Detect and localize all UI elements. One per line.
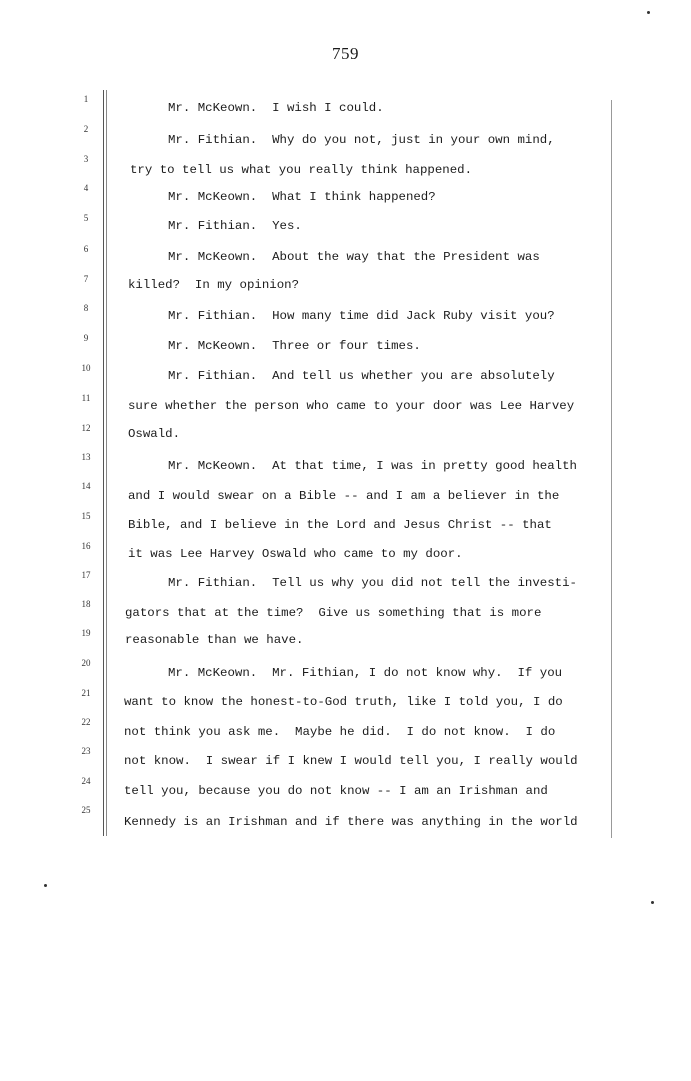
line-number: 21 (81, 688, 91, 698)
transcript-line: Mr. Fithian. Why do you not, just in your own mind, (168, 133, 555, 147)
line-number: 4 (83, 183, 89, 193)
transcript-line: Mr. McKeown. At that time, I was in pretty good health (168, 459, 577, 473)
line-number: 11 (81, 393, 91, 403)
line-number: 1 (83, 94, 89, 104)
transcript-line: try to tell us what you really think happened. (130, 163, 473, 177)
transcript-line: Mr. Fithian. How many time did Jack Ruby visit you? (168, 309, 555, 323)
line-number: 7 (83, 274, 89, 284)
line-number: 8 (83, 303, 89, 313)
transcript-line: reasonable than we have. (125, 633, 304, 647)
transcript-line: Mr. McKeown. Mr. Fithian, I do not know why. If you (168, 666, 563, 680)
line-number: 18 (81, 599, 91, 609)
line-number: 3 (83, 154, 89, 164)
line-number: 14 (81, 481, 91, 491)
scan-speck (44, 884, 47, 887)
transcript-line: tell you, because you do not know -- I am an Irishman and (124, 784, 548, 798)
transcript-line: Kennedy is an Irishman and if there was anything in the world (124, 815, 578, 829)
scan-speck (647, 11, 650, 14)
transcript-line: gators that at the time? Give us something that is more (125, 606, 542, 620)
line-number: 22 (81, 717, 91, 727)
transcript-line: Mr. Fithian. Tell us why you did not tell the investi- (168, 576, 577, 590)
scan-speck (651, 901, 654, 904)
right-margin-rule (611, 100, 612, 838)
line-number: 9 (83, 333, 89, 343)
line-number: 10 (81, 363, 91, 373)
line-number: 12 (81, 423, 91, 433)
transcript-line: not know. I swear if I knew I would tell you, I really would (124, 754, 578, 768)
transcript-line: Mr. Fithian. Yes. (168, 219, 302, 233)
line-number: 15 (81, 511, 91, 521)
line-number: 25 (81, 805, 91, 815)
line-number: 24 (81, 776, 91, 786)
line-number: 23 (81, 746, 91, 756)
line-number: 5 (83, 213, 89, 223)
line-number: 13 (81, 452, 91, 462)
line-number: 17 (81, 570, 91, 580)
transcript-line: Mr. Fithian. And tell us whether you are absolutely (168, 369, 555, 383)
transcript-line: Mr. McKeown. I wish I could. (168, 101, 384, 115)
transcript-line: Mr. McKeown. Three or four times. (168, 339, 421, 353)
left-margin-rule (103, 90, 104, 836)
line-number: 6 (83, 244, 89, 254)
transcript-line: and I would swear on a Bible -- and I am a believer in the (128, 489, 560, 503)
transcript-line: not think you ask me. Maybe he did. I do not know. I do (124, 725, 556, 739)
transcript-line: Oswald. (128, 427, 181, 441)
left-margin-rule-inner (106, 90, 107, 836)
transcript-line: Mr. McKeown. About the way that the President was (168, 250, 540, 264)
line-number: 20 (81, 658, 91, 668)
transcript-line: Mr. McKeown. What I think happened? (168, 190, 436, 204)
transcript-line: killed? In my opinion? (128, 278, 300, 292)
transcript-line: sure whether the person who came to your door was Lee Harvey (128, 399, 575, 413)
transcript-line: Bible, and I believe in the Lord and Jesus Christ -- that (128, 518, 552, 532)
line-number: 16 (81, 541, 91, 551)
line-number: 2 (83, 124, 89, 134)
line-number: 19 (81, 628, 91, 638)
page-number: 759 (332, 44, 359, 63)
transcript-line: it was Lee Harvey Oswald who came to my door. (128, 547, 463, 561)
transcript-line: want to know the honest-to-God truth, like I told you, I do (124, 695, 563, 709)
